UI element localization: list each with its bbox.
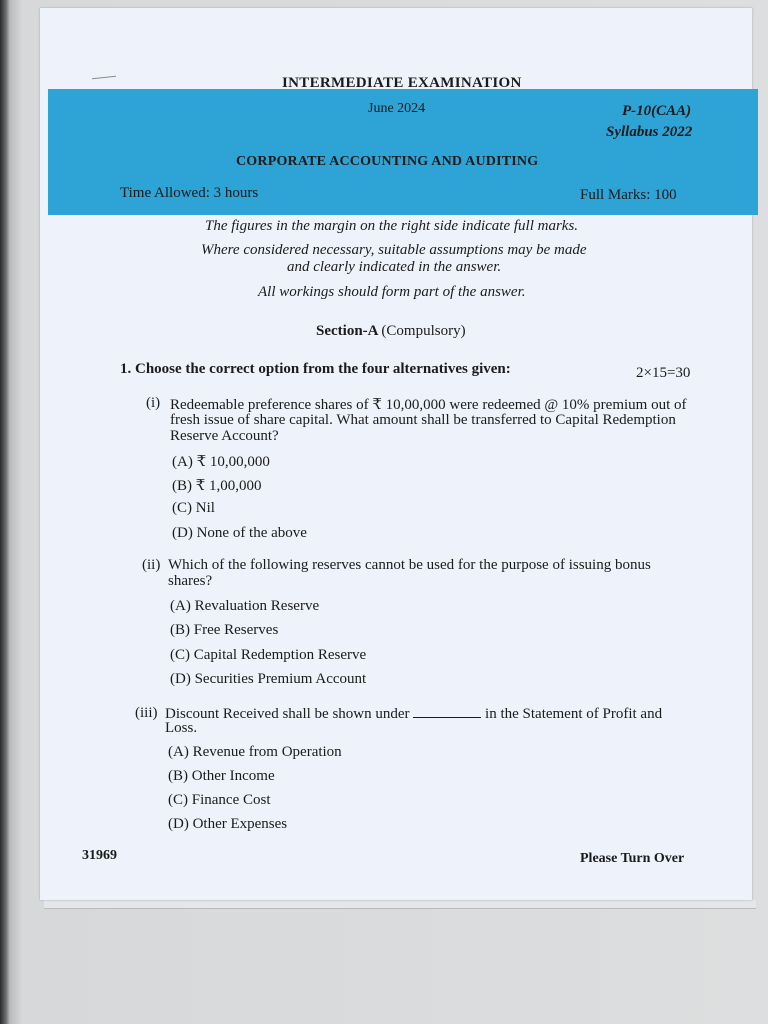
option: (B) ₹ 1,00,000: [172, 478, 262, 494]
full-marks: Full Marks: 100: [580, 187, 677, 203]
paper-serial-code: 31969: [82, 848, 117, 863]
underlying-page-edge: [44, 900, 756, 909]
fill-blank: [413, 705, 481, 718]
subquestion-number: (iii): [135, 705, 158, 721]
question-heading: [120, 361, 511, 378]
subquestion-text: Loss.: [165, 720, 198, 736]
option: (B) Other Income: [168, 768, 275, 784]
question-text: Choose the correct option from the four alternatives given:: [135, 361, 511, 377]
subquestion-text: fresh issue of share capital. What amount shall be transferred to Capital Redemption: [170, 412, 676, 428]
exam-session: June 2024: [368, 101, 426, 116]
instruction-line: The figures in the margin on the right side indicate full marks.: [205, 218, 579, 234]
option: (C) Nil: [172, 500, 215, 516]
instruction-line: and clearly indicated in the answer.: [287, 259, 502, 275]
instruction-line: Where considered necessary, suitable assumptions may be made: [201, 242, 587, 258]
subject-title: CORPORATE ACCOUNTING AND AUDITING: [236, 154, 539, 169]
option: (A) ₹ 10,00,000: [172, 454, 270, 470]
question-marks: 2×15=30: [636, 365, 691, 381]
subquestion-text-start: Discount Received shall be shown under: [165, 706, 410, 722]
subquestion-text: Redeemable preference shares of ₹ 10,00,000 were redeemed @ 10% premium out of: [170, 397, 687, 413]
section-subtitle: (Compulsory): [381, 323, 466, 339]
option: (A) Revaluation Reserve: [170, 598, 320, 614]
subquestion-text: shares?: [168, 573, 213, 589]
option: (D) None of the above: [172, 525, 307, 541]
syllabus: Syllabus 2022: [606, 124, 693, 140]
please-turn-over: Please Turn Over: [580, 851, 685, 866]
subquestion-number: (i): [146, 395, 161, 411]
option: (D) Other Expenses: [168, 816, 288, 832]
time-allowed: Time Allowed: 3 hours: [120, 185, 259, 201]
subquestion-text: Which of the following reserves cannot be used for the purpose of issuing bonus: [168, 557, 651, 573]
subquestion-text: [165, 705, 662, 723]
section-title: Section-A: [316, 323, 378, 339]
subquestion-number: (ii): [142, 557, 161, 573]
option: (B) Free Reserves: [170, 622, 279, 638]
exam-title: INTERMEDIATE EXAMINATION: [282, 75, 522, 91]
option: (D) Securities Premium Account: [170, 671, 367, 687]
option: (A) Revenue from Operation: [168, 744, 342, 760]
section-heading: [316, 323, 466, 340]
subquestion-text-end: in the Statement of Profit and: [485, 706, 663, 722]
instruction-line: All workings should form part of the answer.: [258, 284, 526, 300]
paper-code: P-10(CAA): [622, 103, 692, 119]
question-number: 1.: [120, 361, 132, 377]
option: (C) Capital Redemption Reserve: [170, 647, 367, 663]
option: (C) Finance Cost: [168, 792, 271, 808]
subquestion-text: Reserve Account?: [170, 428, 279, 444]
